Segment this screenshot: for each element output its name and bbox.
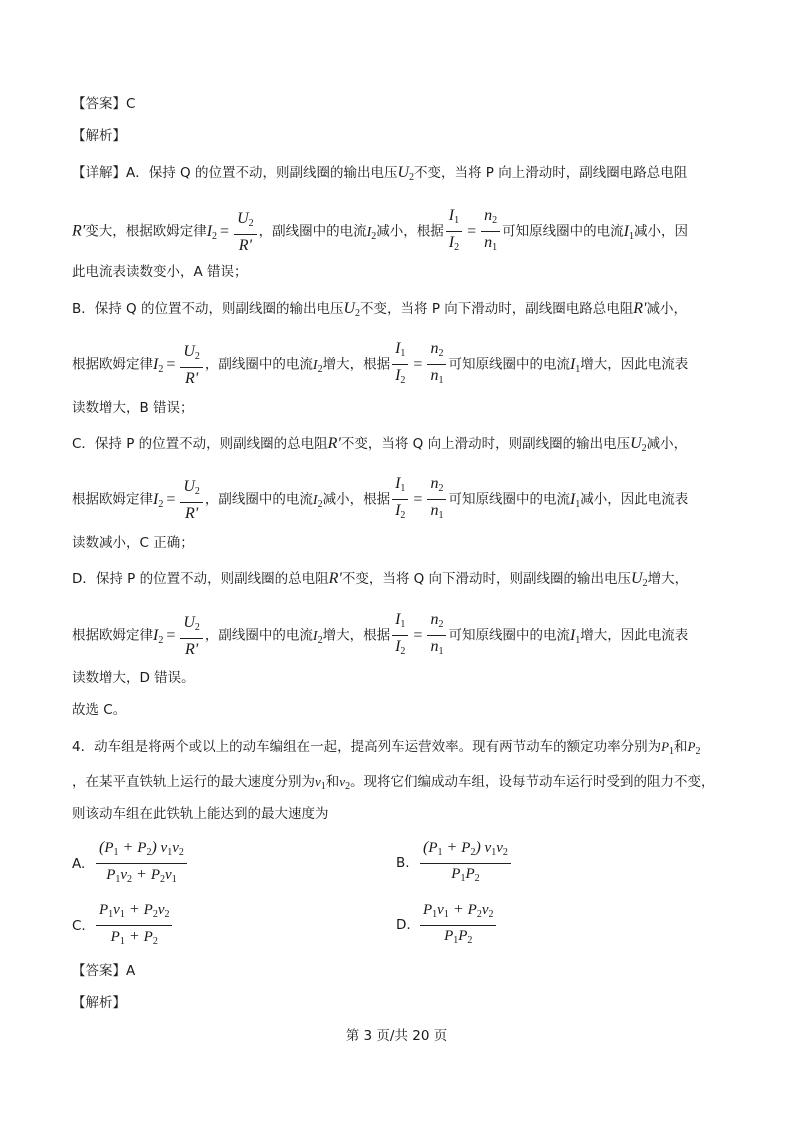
paragraph-d-line2: 根据欧姆定律$I_2$ = $\frac{U_2}{R'}$ ，副线圈中的电流$I_2$增大，根据 $\frac{I_1}{I_2}$ = $\frac{n_2}{n_1}$ 可知原线圈中的电流$I_1$增大，因此电流表 bbox=[72, 611, 689, 658]
option-c[interactable]: C. $\frac{P_1v_1 + P_2v_2}{P_1 + P_2}$ bbox=[72, 900, 174, 951]
analysis-label-2: 【解析】 bbox=[72, 995, 126, 1011]
option-a-formula: $\frac{(P_1 + P_2) v_1v_2}{P_1v_2 + P_2v_1}$ bbox=[96, 838, 187, 889]
paragraph-c-line1: C．保持 P 的位置不动，则副线圈的总电阻R'不变，当将 Q 向上滑动时，则副线圈的输出电压$U_2$减小， bbox=[72, 435, 688, 454]
conclusion: 故选 C。 bbox=[72, 702, 127, 718]
paragraph-b-line2: 根据欧姆定律$I_2$ = $\frac{U_2}{R'}$ ，副线圈中的电流$I_2$增大，根据 $\frac{I_1}{I_2}$ = $\frac{n_2}{n_1}$ 可知原线圈中的电流$I_1$增大，因此电流表 bbox=[72, 340, 689, 387]
paragraph-d-line1: D．保持 P 的位置不动，则副线圈的总电阻R'不变，当将 Q 向下滑动时，则副线圈的输出电压$U_2$增大， bbox=[72, 570, 689, 589]
page-footer: 第 3 页/共 20 页 bbox=[345, 1028, 448, 1044]
paragraph-d-line3: 读数增大，D 错误。 bbox=[72, 670, 195, 686]
option-a[interactable]: A. $\frac{(P_1 + P_2) v_1v_2}{P_1v_2 + P_2v_1}$ bbox=[72, 838, 189, 889]
answer-label: 【答案】 bbox=[72, 96, 126, 112]
option-c-formula: $\frac{P_1v_1 + P_2v_2}{P_1 + P_2}$ bbox=[96, 900, 172, 951]
paragraph-b-line1: B．保持 Q 的位置不动，则副线圈的输出电压$U_2$不变，当将 P 向下滑动时，副线圈电路总电阻R'减小， bbox=[72, 300, 687, 319]
answer-line-2: 【答案】A bbox=[72, 963, 136, 979]
paragraph-b-line3: 读数增大，B 错误； bbox=[72, 400, 194, 416]
option-b[interactable]: B. $\frac{(P_1 + P_2) v_1v_2}{P_1P_2}$ bbox=[396, 838, 513, 888]
paragraph-c-line2: 根据欧姆定律$I_2$ = $\frac{U_2}{R'}$ ，副线圈中的电流$I_2$减小，根据 $\frac{I_1}{I_2}$ = $\frac{n_2}{n_1}$ 可知原线圈中的电流$I_1$减小，因此电流表 bbox=[72, 475, 689, 522]
answer-value: C bbox=[126, 96, 136, 112]
answer-line bbox=[72, 94, 135, 114]
fraction-i1-over-i2: $\frac{I_1}{I_2}$ bbox=[446, 206, 462, 257]
analysis-label: 【解析】 bbox=[72, 128, 126, 144]
formula-u2: $U_2$ bbox=[397, 164, 415, 183]
paragraph-a-line1: 【详解】A．保持 Q 的位置不动，则副线圈的输出电压$U_2$不变，当将 P 向上滑动时，副线圈电路总电阻 bbox=[72, 164, 688, 183]
question-4-line1: 4．动车组是将两个或以上的动车编组在一起，提高列车运营效率。现有两节动车的额定功率分别为$P_1$和$P_2$ bbox=[72, 739, 701, 757]
option-b-formula: $\frac{(P_1 + P_2) v_1v_2}{P_1P_2}$ bbox=[420, 838, 511, 888]
fraction-n2-over-n1: $\frac{n_2}{n_1}$ bbox=[481, 206, 500, 257]
option-d[interactable]: D. $\frac{P_1v_1 + P_2v_2}{P_1P_2}$ bbox=[396, 900, 498, 950]
paragraph-c-line3: 读数减小，C 正确； bbox=[72, 535, 194, 551]
detail-label: 【详解】 bbox=[72, 165, 126, 181]
option-d-formula: $\frac{P_1v_1 + P_2v_2}{P_1P_2}$ bbox=[420, 900, 496, 950]
fraction-u2-over-r: $\frac{U_2}{R'}$ bbox=[234, 209, 257, 255]
question-4-line2: ，在某平直铁轨上运行的最大速度分别为$v_1$和$v_2$。现将它们编成动车组，设每节动车运行时受到的阻力不变， bbox=[72, 774, 715, 792]
paragraph-a-line3: 此电流表读数变小，A 错误； bbox=[72, 264, 248, 280]
question-4-line3: 则该动车组在此铁轨上能达到的最大速度为 bbox=[72, 806, 329, 822]
paragraph-a-line2: R'变大，根据欧姆定律$I_2$ = $\frac{U_2}{R'}$ ，副线圈中的电流$I_2$减小，根据 $\frac{I_1}{I_2}$ = $\frac{n_2}{n_1}$ 可知原线圈中的电流$I_1$减小，因 bbox=[72, 206, 688, 257]
